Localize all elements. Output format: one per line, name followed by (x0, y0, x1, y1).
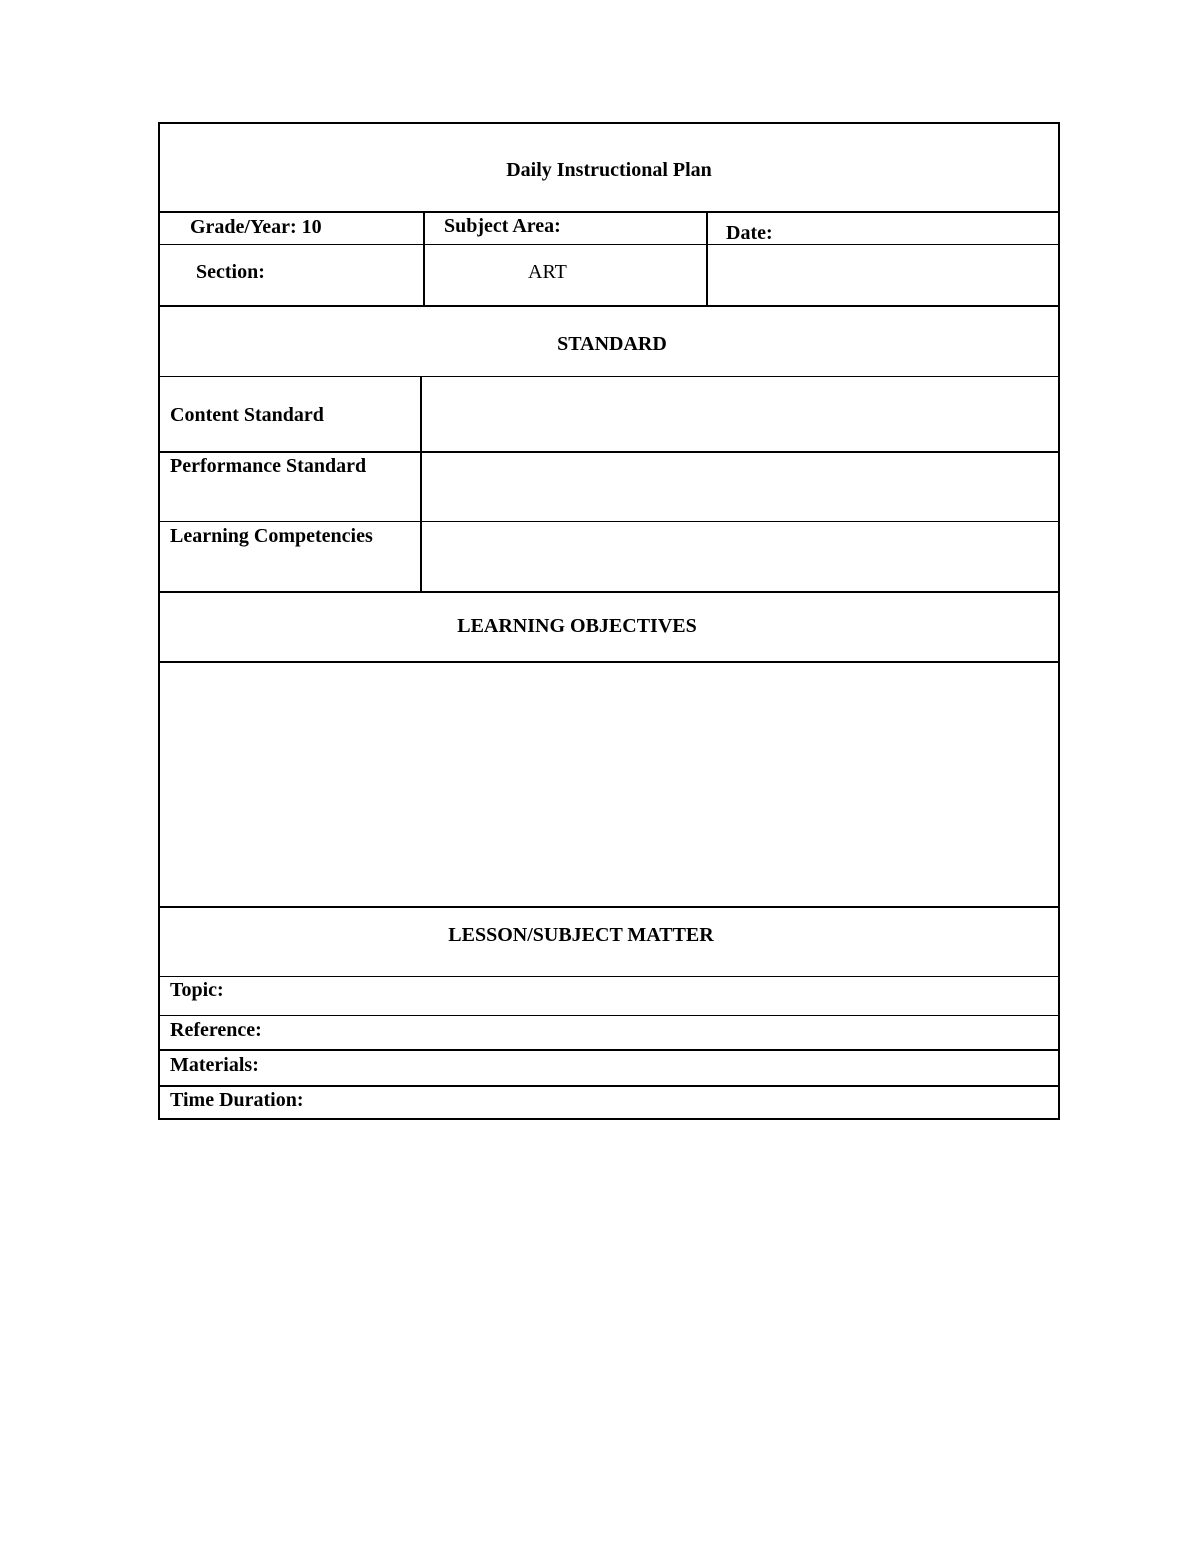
rule-below-lesson-heading (160, 976, 1058, 977)
divider-standard-labels (420, 377, 422, 592)
rule-below-content-standard (160, 451, 1058, 453)
rule-below-title (160, 211, 1058, 213)
standard-heading: STANDARD (557, 333, 667, 355)
rule-below-standard-heading (160, 376, 1058, 377)
rule-below-performance-standard (160, 521, 1058, 522)
divider-grade-subject (423, 212, 425, 306)
rule-below-topic (160, 1015, 1058, 1016)
rule-below-objectives-area (160, 906, 1058, 908)
section-label: Section: (196, 261, 265, 283)
divider-subject-date (706, 212, 708, 306)
lesson-subject-matter-heading: LESSON/SUBJECT MATTER (448, 924, 714, 946)
learning-objectives-heading: LEARNING OBJECTIVES (457, 615, 697, 637)
topic-label: Topic: (170, 979, 224, 1001)
instructional-plan-form (158, 122, 1060, 1120)
grade-year-label: Grade/Year: 10 (190, 216, 322, 238)
rule-below-objectives-heading (160, 661, 1058, 663)
materials-label: Materials: (170, 1054, 259, 1076)
rule-below-header-row (160, 244, 1058, 245)
performance-standard-label: Performance Standard (170, 455, 367, 477)
rule-below-learning-competencies (160, 591, 1058, 593)
time-duration-label: Time Duration: (170, 1089, 304, 1111)
subject-area-value: ART (528, 261, 567, 283)
form-title: Daily Instructional Plan (506, 159, 712, 181)
rule-below-materials (160, 1085, 1058, 1087)
reference-label: Reference: (170, 1019, 262, 1041)
date-label: Date: (726, 222, 773, 244)
rule-below-section-row (160, 305, 1058, 307)
content-standard-label: Content Standard (170, 404, 324, 426)
learning-competencies-label: Learning Competencies (170, 525, 373, 547)
subject-area-label: Subject Area: (444, 215, 561, 237)
rule-below-reference (160, 1049, 1058, 1051)
